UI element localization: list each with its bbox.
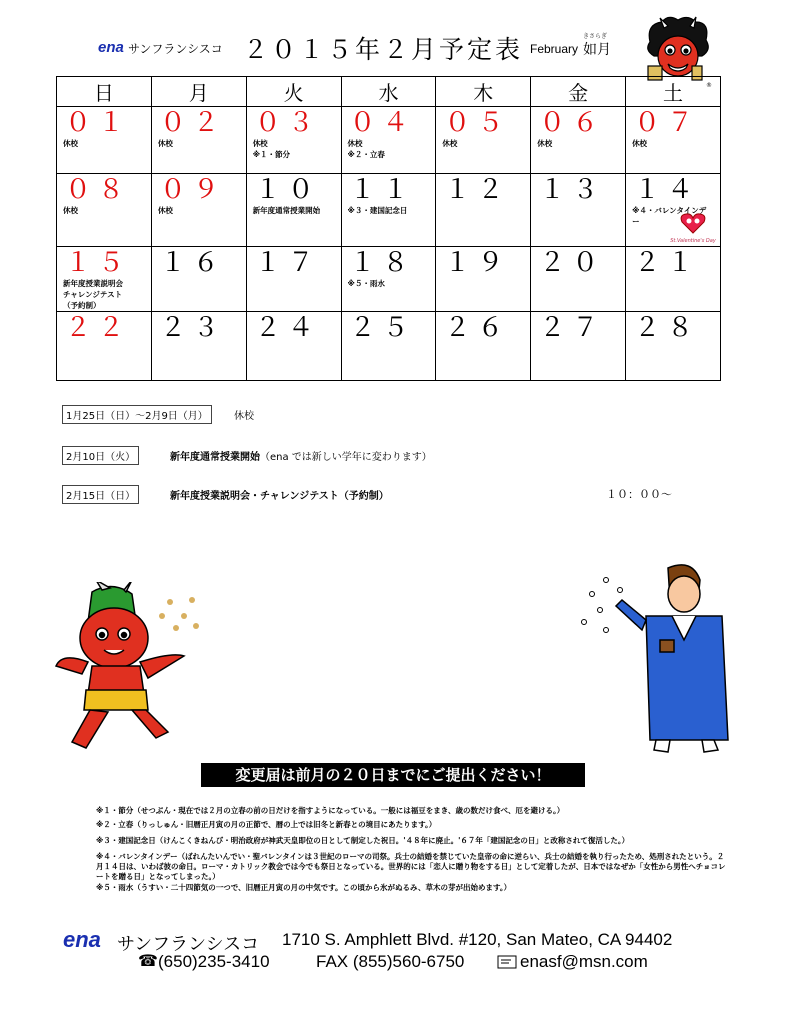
day-note: ※２・立春 <box>347 150 385 159</box>
calendar-week-row <box>57 174 721 247</box>
event-date-box: 2月15日（日） <box>62 485 139 504</box>
calendar-day-cell <box>151 247 246 312</box>
calendar-day-cell <box>151 107 246 174</box>
event-date-box: 2月10日（火） <box>62 446 139 465</box>
footnote: ※３・建国記念日（けんこくきねんび・明治政府が神武天皇即位の日として制定した祝日。'４８年に廃止。'６７年「建国記念の日」と改称されて復活した。） <box>96 836 630 845</box>
day-number: ０１ <box>65 108 132 138</box>
calendar-day-cell <box>531 174 626 247</box>
day-number: １８ <box>349 248 416 278</box>
footnote: ※１・節分（せつぶん・現在では２月の立春の前の日だけを指すようになっている。一般には福豆をまき、歳の数だけ食べ、厄を避ける。） <box>96 806 565 815</box>
event-title: 新年度通常授業開始 <box>170 452 260 463</box>
footer-logo: ena <box>63 927 101 952</box>
day-number: ０４ <box>349 108 416 138</box>
weekday-sun: 日 <box>57 77 152 107</box>
calendar-day-cell <box>341 247 436 312</box>
calendar-grid <box>56 76 721 381</box>
day-number: １９ <box>444 248 511 278</box>
day-note: 休校 <box>442 139 458 148</box>
day-note: ※１・節分 <box>252 150 290 159</box>
calendar-day-cell <box>57 247 152 312</box>
email-icon <box>497 955 517 969</box>
day-note: 休校 <box>63 139 78 148</box>
day-number: １０ <box>254 175 321 205</box>
day-number: ０９ <box>159 175 226 205</box>
calendar-day-cell <box>626 247 721 312</box>
day-number: １４ <box>634 175 701 205</box>
weekday-header-row <box>57 77 721 107</box>
calendar-day-cell <box>246 174 341 247</box>
weekday-mon: 月 <box>151 77 246 107</box>
red-oni-illustration <box>52 582 202 752</box>
calendar-day-cell <box>246 247 341 312</box>
deadline-banner: 変更届は前月の２０日までにご提出ください！ <box>201 763 585 787</box>
heart-icon <box>680 212 706 234</box>
weekday-wed: 水 <box>341 77 436 107</box>
calendar-day-cell <box>341 312 436 381</box>
day-number: ２２ <box>65 313 132 343</box>
weekday-fri: 金 <box>531 77 626 107</box>
day-note: （予約制） <box>63 301 101 310</box>
day-number: ０８ <box>65 175 132 205</box>
calendar-day-cell <box>151 312 246 381</box>
footnote: ※２・立春（りっしゅん・旧暦正月寅の月の正節で、暦の上では旧冬と新春との境目にあたります。） <box>96 820 437 829</box>
calendar-day-cell <box>531 312 626 381</box>
copyright-mark: ® <box>706 82 712 89</box>
day-number: ０６ <box>539 108 606 138</box>
valentine-heart-illustration <box>668 212 718 244</box>
calendar-day-cell <box>341 174 436 247</box>
day-note: チャレンジテスト <box>63 290 123 299</box>
footer-fax: FAX (855)560-6750 <box>316 952 465 971</box>
phone-icon: ☎ <box>138 951 158 970</box>
calendar-day-cell <box>57 107 152 174</box>
day-number: ０７ <box>634 108 701 138</box>
weekday-thu: 木 <box>436 77 531 107</box>
calendar-day-cell <box>531 107 626 174</box>
calendar-day-cell <box>626 174 721 247</box>
calendar-day-cell <box>531 247 626 312</box>
footnote: ※５・雨水（うすい・二十四節気の一つで、旧暦正月寅の月の中気です。この頃から氷がぬるみ、草木の芽が出始めます。） <box>96 883 512 892</box>
day-number: ２０ <box>539 248 606 278</box>
footer-phone: (650)235-3410 <box>158 952 270 971</box>
footer-address: 1710 S. Amphlett Blvd. #120, San Mateo, CA 94402 <box>282 930 673 949</box>
bean-thrower-illustration <box>576 560 736 760</box>
day-number: ２４ <box>254 313 321 343</box>
calendar-day-cell <box>436 107 531 174</box>
event-note: （ena では新しい学年に変わります） <box>260 452 432 463</box>
day-note: 休校 <box>347 139 363 148</box>
day-note: 休校 <box>63 206 78 215</box>
calendar-day-cell <box>626 312 721 381</box>
calendar-day-cell <box>57 174 152 247</box>
calendar-day-cell <box>341 107 436 174</box>
event-description: 新年度授業説明会・チャレンジテスト（予約制） <box>170 491 389 502</box>
day-number: １３ <box>539 175 606 205</box>
month-japanese: 如月 <box>583 42 611 58</box>
day-note: ※５・雨水 <box>347 279 385 288</box>
weekday-sat: 土 <box>626 77 721 107</box>
day-note: 休校 <box>537 139 553 148</box>
day-number: ０２ <box>159 108 226 138</box>
day-note: 休校 <box>157 206 173 215</box>
month-japanese-ruby: きさらぎ <box>583 33 608 40</box>
day-number: ２８ <box>634 313 701 343</box>
calendar-day-cell <box>626 107 721 174</box>
month-english: February <box>530 42 579 56</box>
day-number: ２３ <box>159 313 226 343</box>
day-note: ※３・建国記念日 <box>347 206 408 215</box>
calendar-day-cell <box>436 312 531 381</box>
day-number: １５ <box>65 248 132 278</box>
day-number: ２１ <box>634 248 701 278</box>
footer-school-name: サンフランシスコ <box>117 934 260 955</box>
calendar-week-row <box>57 107 721 174</box>
day-number: ２６ <box>444 313 511 343</box>
day-number: ０３ <box>254 108 321 138</box>
day-number: １６ <box>159 248 226 278</box>
day-note: ※４・バレンタインデ <box>632 206 707 215</box>
calendar-week-row <box>57 247 721 312</box>
weekday-tue: 火 <box>246 77 341 107</box>
calendar-day-cell <box>436 247 531 312</box>
event-description: 休校 <box>234 411 254 422</box>
footnote: ※４・バレンタインデー（ばれんたいんでい・聖バレンタインは３世紀のローマの司祭。兵士の結婚を禁じていた皇帝の命に逆らい、兵士の結婚を執り行ったため、処刑されたという。２月１４日は、いわば彼の命日。ローマ・カトリック教会では今でも祭日となっている。世界的には「恋人に贈り物をする日」として定着したが、日本ではなぜか「女性から男性へチョコレートを贈る日」となってしまった。） <box>96 852 726 881</box>
heart-caption: St.Valentine's Day <box>670 238 716 244</box>
day-number: １７ <box>254 248 321 278</box>
event-date-box: 1月25日（日）～2月9日（月） <box>62 405 212 424</box>
day-note: 休校 <box>632 139 648 148</box>
day-number: ２５ <box>349 313 416 343</box>
calendar-day-cell <box>57 312 152 381</box>
calendar-day-cell <box>436 174 531 247</box>
header-logo: ena <box>98 39 124 56</box>
page-title: ２０１５年２月予定表 <box>243 35 524 64</box>
footer-email: enasf@msn.com <box>520 952 648 971</box>
event-description <box>170 448 432 463</box>
day-note: 休校 <box>252 139 268 148</box>
day-number: ２７ <box>539 313 606 343</box>
calendar-day-cell <box>246 312 341 381</box>
day-note: 新年度授業説明会 <box>63 279 123 288</box>
day-number: １２ <box>444 175 511 205</box>
day-number: １１ <box>349 175 416 205</box>
day-note: 新年度通常授業開始 <box>252 206 321 215</box>
calendar-day-cell <box>151 174 246 247</box>
header-school-name: サンフランシスコ <box>128 42 223 56</box>
day-number: ０５ <box>444 108 511 138</box>
day-note: 休校 <box>157 139 173 148</box>
day-note: ー <box>632 217 640 226</box>
calendar-day-cell <box>246 107 341 174</box>
event-time: １０：００～ <box>606 488 672 501</box>
calendar-week-row <box>57 312 721 381</box>
